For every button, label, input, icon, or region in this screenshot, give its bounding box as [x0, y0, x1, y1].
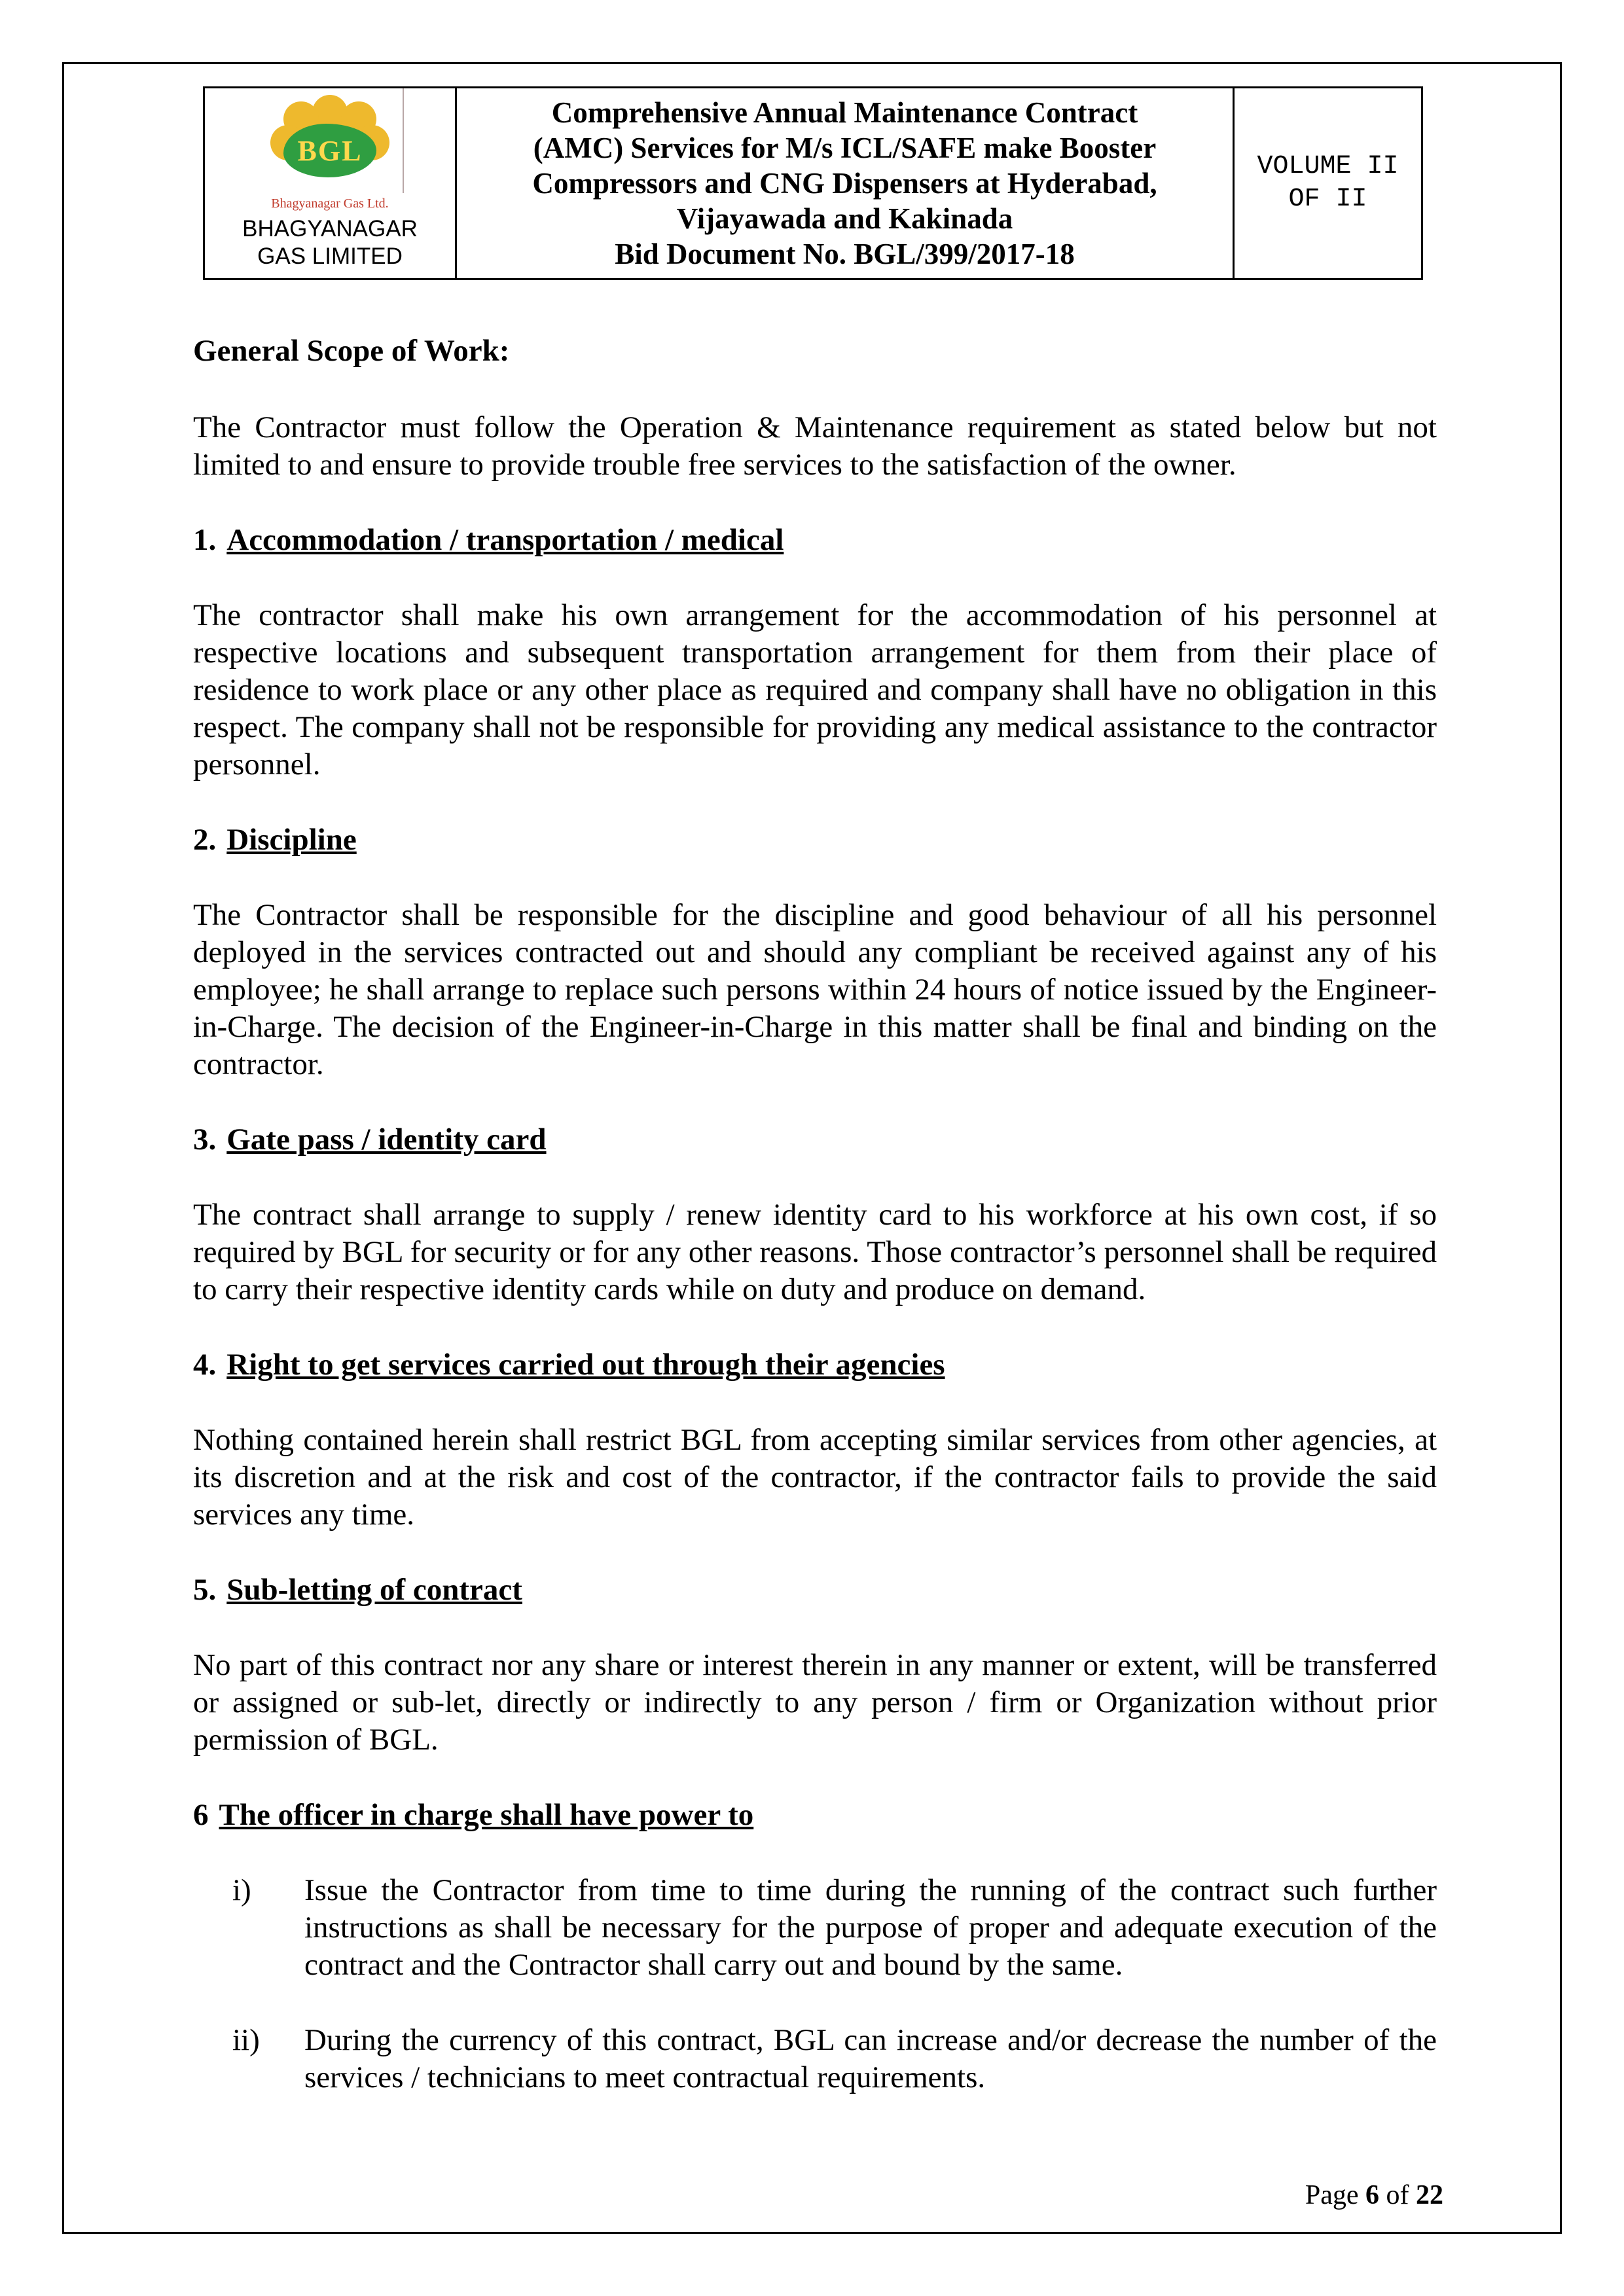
- bgl-logo-icon: [273, 95, 387, 194]
- page-border: [62, 62, 1562, 2234]
- header-title-cell: [455, 88, 1233, 278]
- logo-acronym: BGL: [297, 134, 363, 167]
- logo-tagline: Bhagyanagar Gas Ltd.: [271, 196, 389, 211]
- section-title: Right to get services carried out through their agencies: [226, 1348, 945, 1382]
- bid-document-number: Bid Document No. BGL/399/2017-18: [615, 238, 1075, 270]
- document-title-line: Compressors and CNG Dispensers at Hyderabad,: [532, 167, 1157, 200]
- document-header: [203, 86, 1423, 280]
- list-item-label: i): [232, 1873, 251, 1907]
- section-paragraph-5: No part of this contract nor any share or interest therein in any manner or extent, will be transferred or assigned or sub-let, directly or indirectly to any person / firm or Organization without prior permission of BGL.: [193, 1648, 1437, 1757]
- header-volume-cell: [1233, 88, 1421, 278]
- list-item-text: Issue the Contractor from time to time during the running of the contract such further instructions as shall be necessary for the purpose of proper and adequate execution of the contract and the Contractor shall carry out and bound by the same.: [304, 1873, 1437, 1982]
- section-paragraph-2: The Contractor shall be responsible for the discipline and good behaviour of all his personnel deployed in the services contracted out and should any compliant be received against any of his employee; he shall arrange to replace such persons within 24 hours of notice issued by the Engineer-in-Charge. The decision of the Engineer-in-Charge in this matter shall be final and binding on the contractor.: [193, 898, 1437, 1081]
- section-paragraph-4: Nothing contained herein shall restrict BGL from accepting similar services from other agencies, at its discretion and at the risk and cost of the contractor, if the contractor fails to provide the said services any time.: [193, 1423, 1437, 1532]
- document-body: [193, 332, 1437, 2096]
- section-heading-4: [193, 1346, 1437, 1384]
- section-number: 2.: [193, 823, 217, 857]
- of-word: of: [1386, 2180, 1409, 2210]
- section-heading-1: [193, 522, 1437, 559]
- list-item-i: [232, 1872, 1437, 1984]
- section-title: Accommodation / transportation / medical: [226, 523, 784, 557]
- intro-paragraph: The Contractor must follow the Operation & Maintenance requirement as stated below but not limited to and ensure to provide trouble free services to the satisfaction of the owner.: [193, 410, 1437, 482]
- section-title: The officer in charge shall have power to: [219, 1798, 754, 1832]
- logo-leaf-shape: [283, 124, 376, 177]
- list-item-text: During the currency of this contract, BGL can increase and/or decrease the number of the services / technicians to meet contractual requirements.: [304, 2023, 1437, 2094]
- scope-heading: General Scope of Work:: [193, 334, 510, 368]
- section-number: 5.: [193, 1573, 217, 1607]
- section-number: 1.: [193, 523, 217, 557]
- section-heading-6: [193, 1797, 1437, 1834]
- section-heading-2: [193, 821, 1437, 859]
- page-word: Page: [1305, 2180, 1359, 2210]
- document-title-line: Comprehensive Annual Maintenance Contract: [551, 96, 1138, 129]
- company-name: BHAGYANAGAR GAS LIMITED: [242, 216, 418, 269]
- section-heading-5: [193, 1571, 1437, 1609]
- total-pages: 22: [1416, 2180, 1443, 2210]
- section-paragraph-1: The contractor shall make his own arrangement for the accommodation of his personnel at respective locations and subsequent transportation arrangement for them from their place of residence to work place or any other place as required and company shall have no obligation in this respect. The company shall not be responsible for providing any medical assistance to the contractor personnel.: [193, 598, 1437, 781]
- volume-line: VOLUME II: [1257, 152, 1399, 181]
- list-item-label: ii): [232, 2023, 260, 2057]
- section-title: Sub-letting of contract: [226, 1573, 522, 1607]
- logo-divider: [403, 88, 404, 193]
- page-number: 6: [1365, 2180, 1379, 2210]
- volume-line: OF II: [1288, 185, 1367, 214]
- section-heading-3: [193, 1121, 1437, 1158]
- section-title: Discipline: [226, 823, 357, 857]
- section-paragraph-3: The contract shall arrange to supply / renew identity card to his workforce at his own cost, if so required by BGL for security or for any other reasons. Those contractor’s personnel shall be required to carry their respective identity cards while on duty and produce on demand.: [193, 1198, 1437, 1306]
- section-number: 3.: [193, 1122, 217, 1157]
- list-item-ii: [232, 2022, 1437, 2096]
- header-logo-cell: [205, 88, 455, 278]
- page-footer: [1305, 2179, 1443, 2211]
- section-number: 6: [193, 1798, 209, 1832]
- document-title-line: (AMC) Services for M/s ICL/SAFE make Booster: [533, 132, 1157, 164]
- document-title-line: Vijayawada and Kakinada: [676, 202, 1013, 235]
- section-number: 4.: [193, 1348, 217, 1382]
- section-title: Gate pass / identity card: [226, 1122, 547, 1157]
